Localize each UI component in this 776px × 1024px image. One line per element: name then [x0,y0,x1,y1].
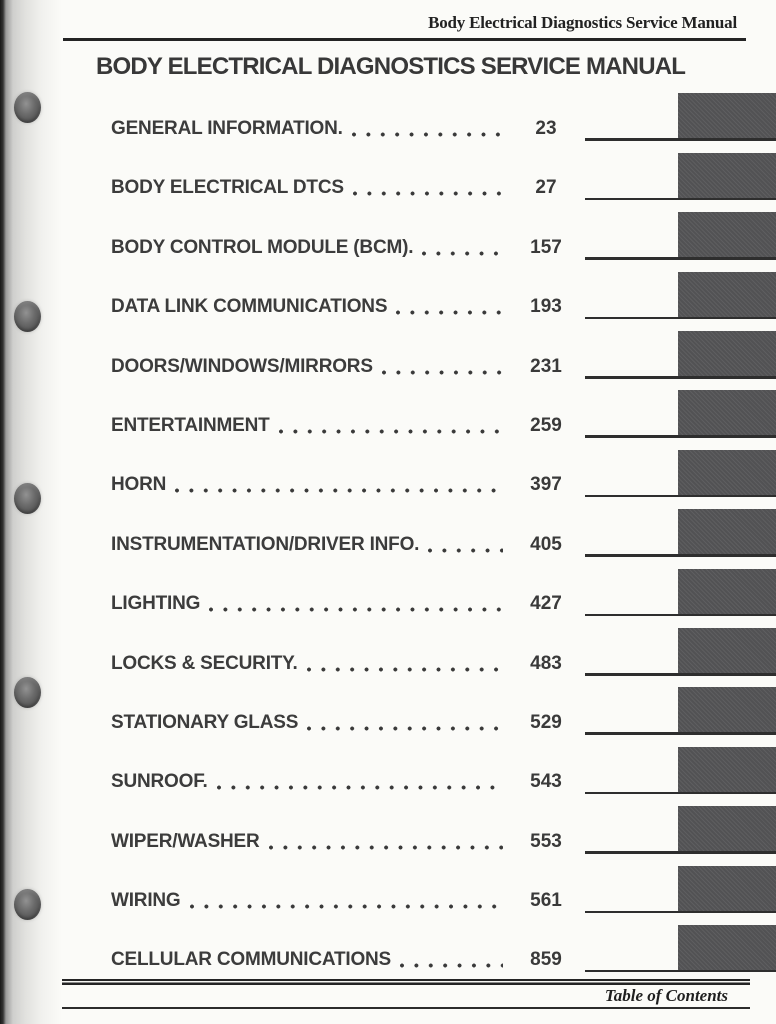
toc-entry-page-number: 543 [530,771,562,793]
toc-row [111,794,776,853]
toc-entry-page-number: 561 [530,890,562,912]
binder-hole [14,483,41,514]
tab-zone [585,445,776,497]
toc-entry-label: ENTERTAINMENT [111,414,270,436]
binder-hole [14,889,41,920]
toc-entry-label: WIRING [111,890,181,912]
toc-entry-label: STATIONARY GLASS [111,711,299,733]
tab-zone [585,861,776,913]
toc-row [111,82,776,141]
tab-rule [585,435,776,438]
toc-row [111,676,776,735]
dot-leader [307,726,503,731]
toc-entry-label: INSTRUMENTATION/DRIVER INFO. [111,533,420,555]
toc-entry-label: CELLULAR COMMUNICATIONS [111,949,392,971]
toc-row [111,379,776,438]
toc-row [111,438,776,497]
tab-zone [585,148,776,200]
thumb-tab [678,212,776,257]
toc-entry-label: BODY CONTROL MODULE (BCM). [111,236,414,258]
toc-entry-page-number: 483 [530,652,562,674]
tab-rule [585,792,776,795]
tab-rule [585,732,776,735]
thumb-tab [678,272,776,317]
toc-row [111,200,776,259]
binder-hole [14,301,41,332]
tab-zone [585,742,776,794]
tab-rule [585,376,776,379]
tab-rule [585,198,776,201]
dot-leader [396,310,503,315]
toc-entry-page-number: 553 [530,830,562,852]
header-rule [63,38,746,41]
tab-zone [585,564,776,616]
thumb-tab [678,687,776,732]
tab-rule [585,614,776,617]
tab-rule [585,911,776,914]
toc-entry-label: HORN [111,474,167,496]
toc-row [111,913,776,972]
toc-row [111,854,776,913]
thumb-tab [678,747,776,792]
thumb-tab [678,806,776,851]
toc-row [111,319,776,378]
toc-entry-label: SUNROOF. [111,771,208,793]
tab-zone [585,208,776,260]
dot-leader [175,488,503,493]
dot-leader [400,963,503,968]
toc-row [111,497,776,556]
toc-row [111,141,776,200]
thumb-tab [678,450,776,495]
thumb-tab [678,628,776,673]
tab-rule [585,257,776,260]
tab-zone [585,386,776,438]
dot-leader [269,845,503,850]
tab-rule [585,495,776,498]
tab-rule [585,554,776,557]
thumb-tab [678,153,776,198]
tab-zone [585,505,776,557]
dot-leader [190,904,503,909]
dot-leader [428,548,503,553]
toc-entry-page-number: 259 [530,414,562,436]
dot-leader [307,667,503,672]
tab-rule [585,317,776,320]
thumb-tab [678,925,776,970]
dot-leader [217,785,503,790]
thumb-tab [678,866,776,911]
footer-label: Table of Contents [604,986,728,1005]
toc-row [111,260,776,319]
toc-entry-page-number: 193 [530,296,562,318]
toc-entry-label: GENERAL INFORMATION. [111,117,343,139]
tab-zone [585,267,776,319]
tab-zone [585,89,776,141]
toc-entry-label: LOCKS & SECURITY. [111,652,298,674]
dot-leader [209,607,503,612]
tab-rule [585,138,776,141]
dot-leader [279,429,503,434]
running-header-title: Body Electrical Diagnostics Service Manual [428,13,737,32]
binder-hole [14,92,41,123]
footer-rule-bottom [57,1007,750,1009]
thumb-tab [678,93,776,138]
tab-zone [585,327,776,379]
toc-entry-page-number: 27 [535,177,557,199]
toc-entry-label: LIGHTING [111,593,201,615]
tab-zone [585,624,776,676]
binder-hole [14,677,41,708]
dot-leader [422,251,503,256]
tab-rule [585,673,776,676]
toc-entry-page-number: 23 [535,117,557,139]
thumb-tab [678,569,776,614]
toc-row [111,735,776,794]
toc-entry-page-number: 529 [530,711,562,733]
toc-entry-page-number: 427 [530,593,562,615]
tab-zone [585,802,776,854]
toc-row [111,616,776,675]
toc-entry-label: DATA LINK COMMUNICATIONS [111,296,388,318]
table-of-contents [111,82,776,973]
tab-zone [585,920,776,972]
toc-entry-label: BODY ELECTRICAL DTCS [111,177,344,199]
tab-rule [585,851,776,854]
thumb-tab [678,390,776,435]
toc-entry-page-number: 157 [530,236,562,258]
footer-rule-top [57,979,750,985]
thumb-tab [678,509,776,554]
toc-entry-page-number: 397 [530,474,562,496]
toc-entry-label: DOORS/WINDOWS/MIRRORS [111,355,373,377]
toc-entry-page-number: 405 [530,533,562,555]
tab-zone [585,683,776,735]
toc-row [111,557,776,616]
toc-entry-page-number: 231 [530,355,562,377]
toc-entry-page-number: 859 [530,949,562,971]
toc-entry-label: WIPER/WASHER [111,830,260,852]
dot-leader [353,191,503,196]
page-title: BODY ELECTRICAL DIAGNOSTICS SERVICE MANUAL [96,53,686,80]
dot-leader [382,370,503,375]
dot-leader [352,132,503,137]
tab-rule [585,970,776,973]
thumb-tab [678,331,776,376]
